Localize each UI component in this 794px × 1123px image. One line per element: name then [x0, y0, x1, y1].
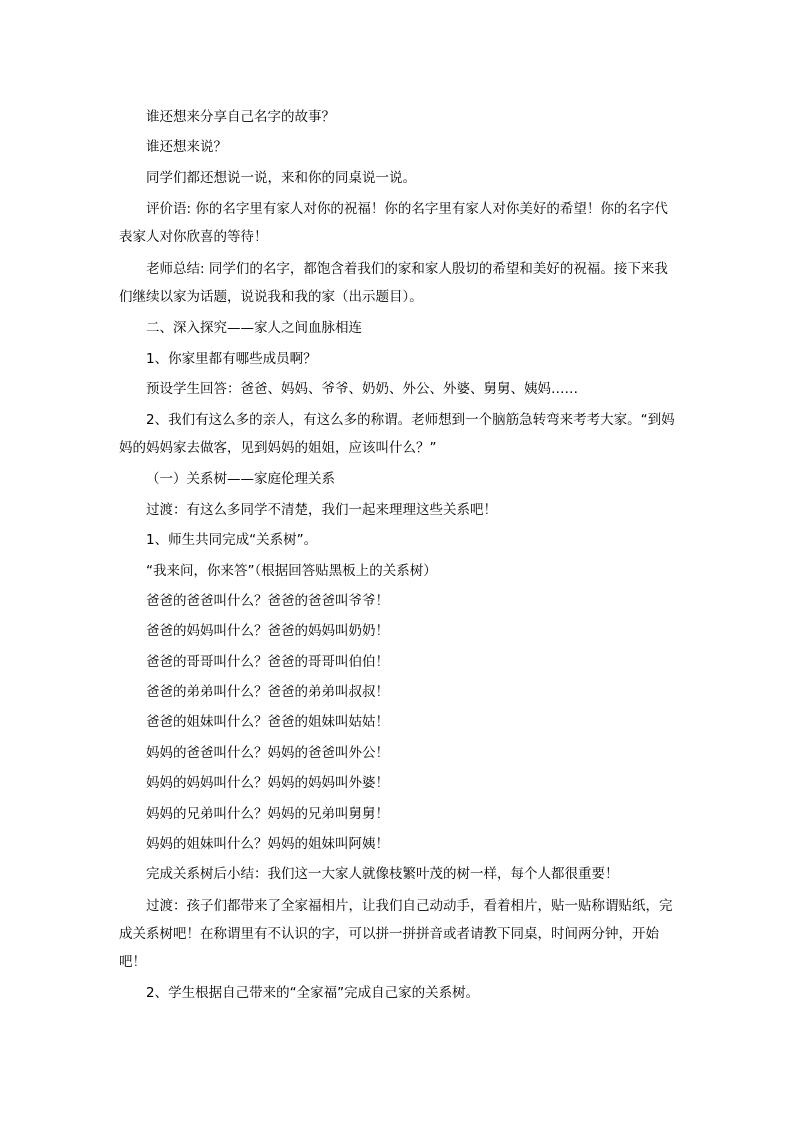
subsection-heading: （一）关系树——家庭伦理关系: [146, 471, 335, 488]
qa-line: 妈妈的爸爸叫什么？妈妈的爸爸叫外公！: [146, 744, 389, 761]
qa-line: 妈妈的兄弟叫什么？妈妈的兄弟叫舅舅！: [146, 805, 389, 822]
qa-line: 爸爸的哥哥叫什么？爸爸的哥哥叫伯伯！: [146, 653, 389, 670]
section-heading: 二、深入探究——家人之间血脉相连: [146, 320, 362, 337]
qa-line: 妈妈的姐妹叫什么？妈妈的姐妹叫阿姨！: [146, 836, 389, 853]
paragraph: 2、学生根据自己带来的“全家福”完成自己家的关系树。: [146, 984, 480, 1001]
paragraph: 谁还想来分享自己名字的故事？: [146, 109, 335, 125]
qa-line: 爸爸的妈妈叫什么？爸爸的妈妈叫奶奶！: [146, 623, 389, 640]
paragraph: 预设学生回答：爸爸、妈妈、爷爷、奶奶、外公、外婆、舅舅、姨妈……: [146, 380, 578, 397]
paragraph: “我来问，你来答”（根据回答贴黑板上的关系树）: [146, 562, 437, 579]
paragraph: 2、我们有这么多的亲人，有这么多的称谓。老师想到一个脑筋急转弯来考考大家。“到妈妈的妈妈家去做客，见到妈妈的姐姐，应该叫什么？”: [119, 412, 675, 457]
paragraph: 过渡：孩子们都带来了全家福相片，让我们自己动动手，看着相片，贴一贴称谓贴纸，完成关系树吧！在称谓里有不认识的字，可以拼一拼拼音或者请教下同桌，时间两分钟，开始吧！: [119, 897, 673, 970]
paragraph: 完成关系树后小结：我们这一大家人就像枝繁叶茂的树一样，每个人都很重要！: [146, 866, 619, 883]
paragraph: 谁还想来说？: [146, 139, 227, 156]
document-body: [119, 104, 675, 1010]
paragraph: 评价语: 你的名字里有家人对你的祝福！你的名字里有家人对你美好的希望！你的名字代表家人对你欣喜的等待！: [119, 201, 668, 246]
paragraph: 老师总结: 同学们的名字，都饱含着我们的家和家人殷切的希望和美好的祝福。接下来我们继续以家为话题，说说我和我的家（出示题目）。: [119, 261, 668, 306]
paragraph: 过渡：有这么多同学不清楚，我们一起来理理这些关系吧！: [146, 501, 497, 518]
paragraph: 1、师生共同完成“关系树”。: [146, 532, 318, 549]
paragraph: 同学们都还想说一说，来和你的同桌说一说。: [146, 169, 416, 186]
qa-line: 爸爸的弟弟叫什么？爸爸的弟弟叫叔叔！: [146, 684, 389, 701]
qa-line: 爸爸的姐妹叫什么？爸爸的姐妹叫姑姑！: [146, 714, 389, 731]
qa-line: 妈妈的妈妈叫什么？妈妈的妈妈叫外婆！: [146, 775, 389, 792]
paragraph: 1、你家里都有哪些成员啊？: [146, 350, 317, 367]
qa-line: 爸爸的爸爸叫什么？爸爸的爸爸叫爷爷！: [146, 592, 389, 609]
